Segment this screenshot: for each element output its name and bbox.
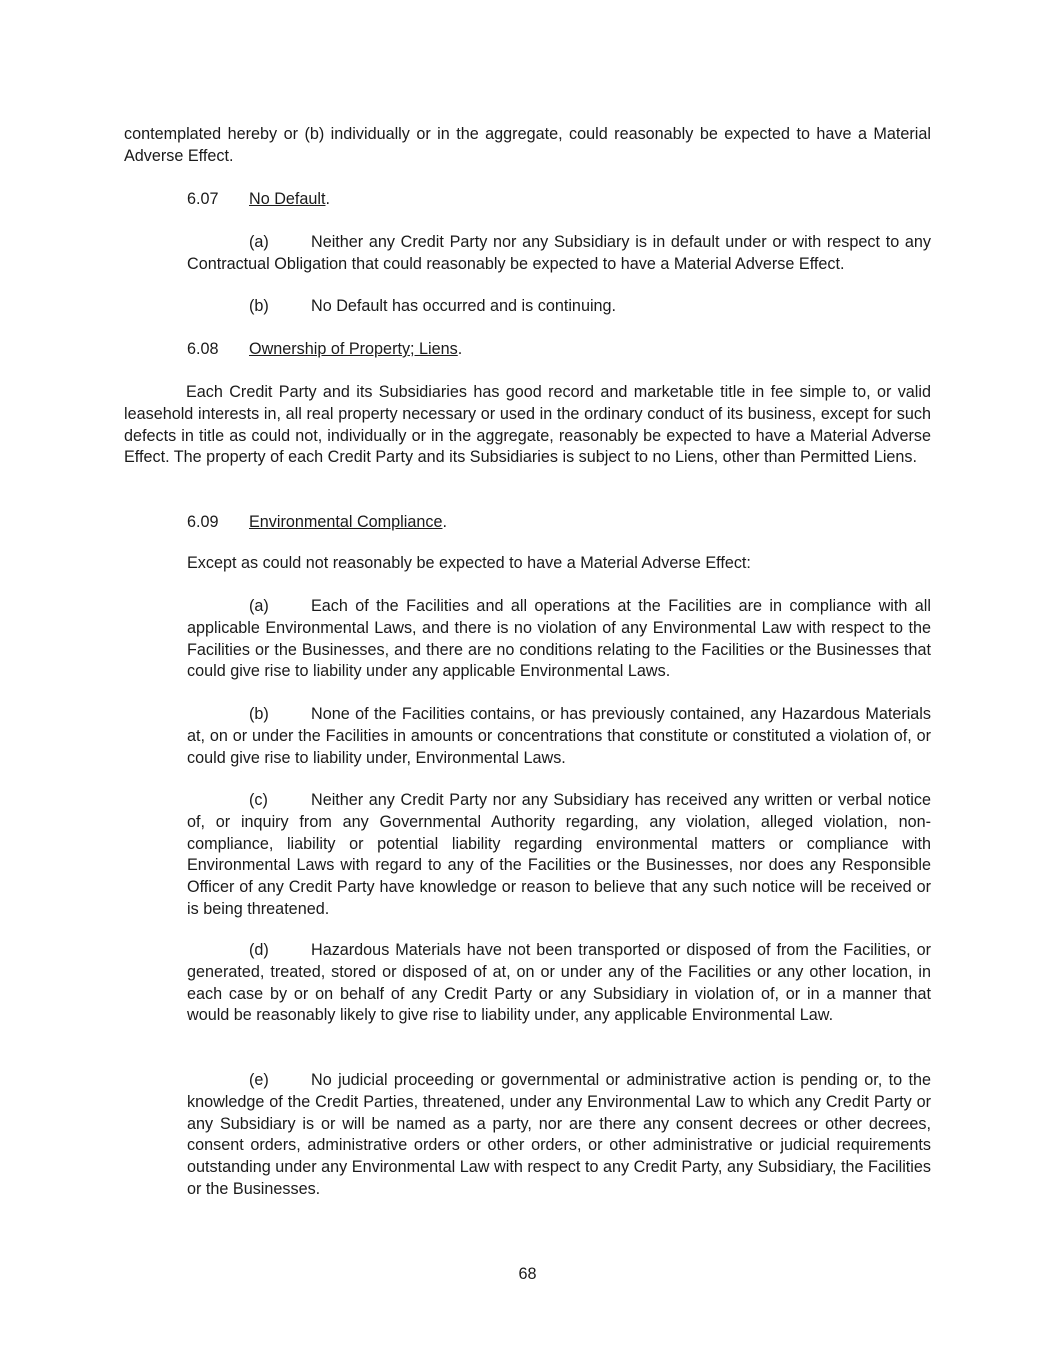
section-6-09-e	[187, 1070, 931, 1201]
section-6-07-a	[187, 232, 931, 276]
section-6-09-c	[187, 790, 931, 921]
clause-label: (a)	[249, 233, 269, 251]
section-6-09-lead: Except as could not reasonably be expected to have a Material Adverse Effect:	[187, 554, 751, 572]
clause-label: (c)	[249, 791, 268, 809]
clause-text: Neither any Credit Party nor any Subsidiary has received any written or verbal notice of, or inquiry from any Governmental Authority regarding, any violation, alleged violation, non-compliance, liability or potential liability regarding environmental matters or compliance with Environmental Laws with regard to any of the Facilities or the Businesses, nor does any Responsible Officer of any Credit Party have knowledge or reason to believe that any such notice will be received or is being threatened.	[187, 791, 931, 918]
section-title: Ownership of Property; Liens	[249, 340, 458, 358]
clause-label: (e)	[249, 1071, 269, 1089]
section-6-08-body: Each Credit Party and its Subsidiaries has good record and marketable title in fee simple to, or valid leasehold interests in, all real property necessary or used in the ordinary conduct of its business, except for such defects in title as could not, individually or in the aggregate, reasonably be expected to have a Material Adverse Effect. The property of each Credit Party and its Subsidiaries is subject to no Liens, other than Permitted Liens.	[124, 383, 931, 467]
section-number: 6.08	[187, 340, 219, 358]
clause-label: (b)	[249, 705, 269, 723]
section-6-09-a	[187, 596, 931, 683]
section-title: Environmental Compliance	[249, 513, 443, 531]
clause-text: Each of the Facilities and all operations at the Facilities are in compliance with all applicable Environmental Laws, and there is no violation of any Environmental Law with respect to the Facilities or the Businesses, and there are no conditions relating to the Facilities or the Businesses that could give rise to liability under any applicable Environmental Laws.	[187, 597, 931, 681]
section-6-07-b	[187, 296, 931, 318]
clause-text: No Default has occurred and is continuing.	[311, 297, 617, 315]
section-6-07-heading: 6.07 No Default.	[187, 189, 931, 211]
section-6-08-heading: 6.08 Ownership of Property; Liens.	[187, 339, 931, 361]
clause-text: Neither any Credit Party nor any Subsidiary is in default under or with respect to any Contractual Obligation that could reasonably be expected to have a Material Adverse Effect.	[187, 233, 931, 273]
section-6-09-heading: 6.09 Environmental Compliance.	[187, 512, 931, 534]
clause-text: None of the Facilities contains, or has previously contained, any Hazardous Materials at, on or under the Facilities in amounts or concentrations that constitute or constituted a violation of, or could give rise to liability under, Environmental Laws.	[187, 705, 931, 767]
clause-label: (a)	[249, 597, 269, 615]
clause-text: Hazardous Materials have not been transported or disposed of from the Facilities, or generated, treated, stored or disposed of at, on or under any of the Facilities or any other location, in each case by or on behalf of any Credit Party or any Subsidiary in violation of, or in a manner that would be reasonably likely to give rise to liability under, any applicable Environmental Law.	[187, 941, 931, 1025]
intro-paragraph: contemplated hereby or (b) individually or in the aggregate, could reasonably be expected to have a Material Adverse Effect.	[124, 125, 931, 165]
section-6-09-d	[187, 940, 931, 1027]
section-number: 6.09	[187, 513, 219, 531]
clause-text: No judicial proceeding or governmental or administrative action is pending or, to the knowledge of the Credit Parties, threatened, under any Environmental Law to which any Credit Party or any Subsidiary is or will be named as a party, nor are there any consent decrees or other decrees, consent orders, administrative orders or other orders, or other administrative or judicial requirements outstanding under any Environmental Law with respect to any Credit Party, any Subsidiary, the Facilities or the Businesses.	[187, 1071, 931, 1198]
page-number: 68	[518, 1265, 537, 1283]
clause-label: (d)	[249, 941, 269, 959]
clause-label: (b)	[249, 297, 269, 315]
section-title: No Default	[249, 190, 326, 208]
section-6-09-b	[187, 704, 931, 769]
section-number: 6.07	[187, 190, 219, 208]
